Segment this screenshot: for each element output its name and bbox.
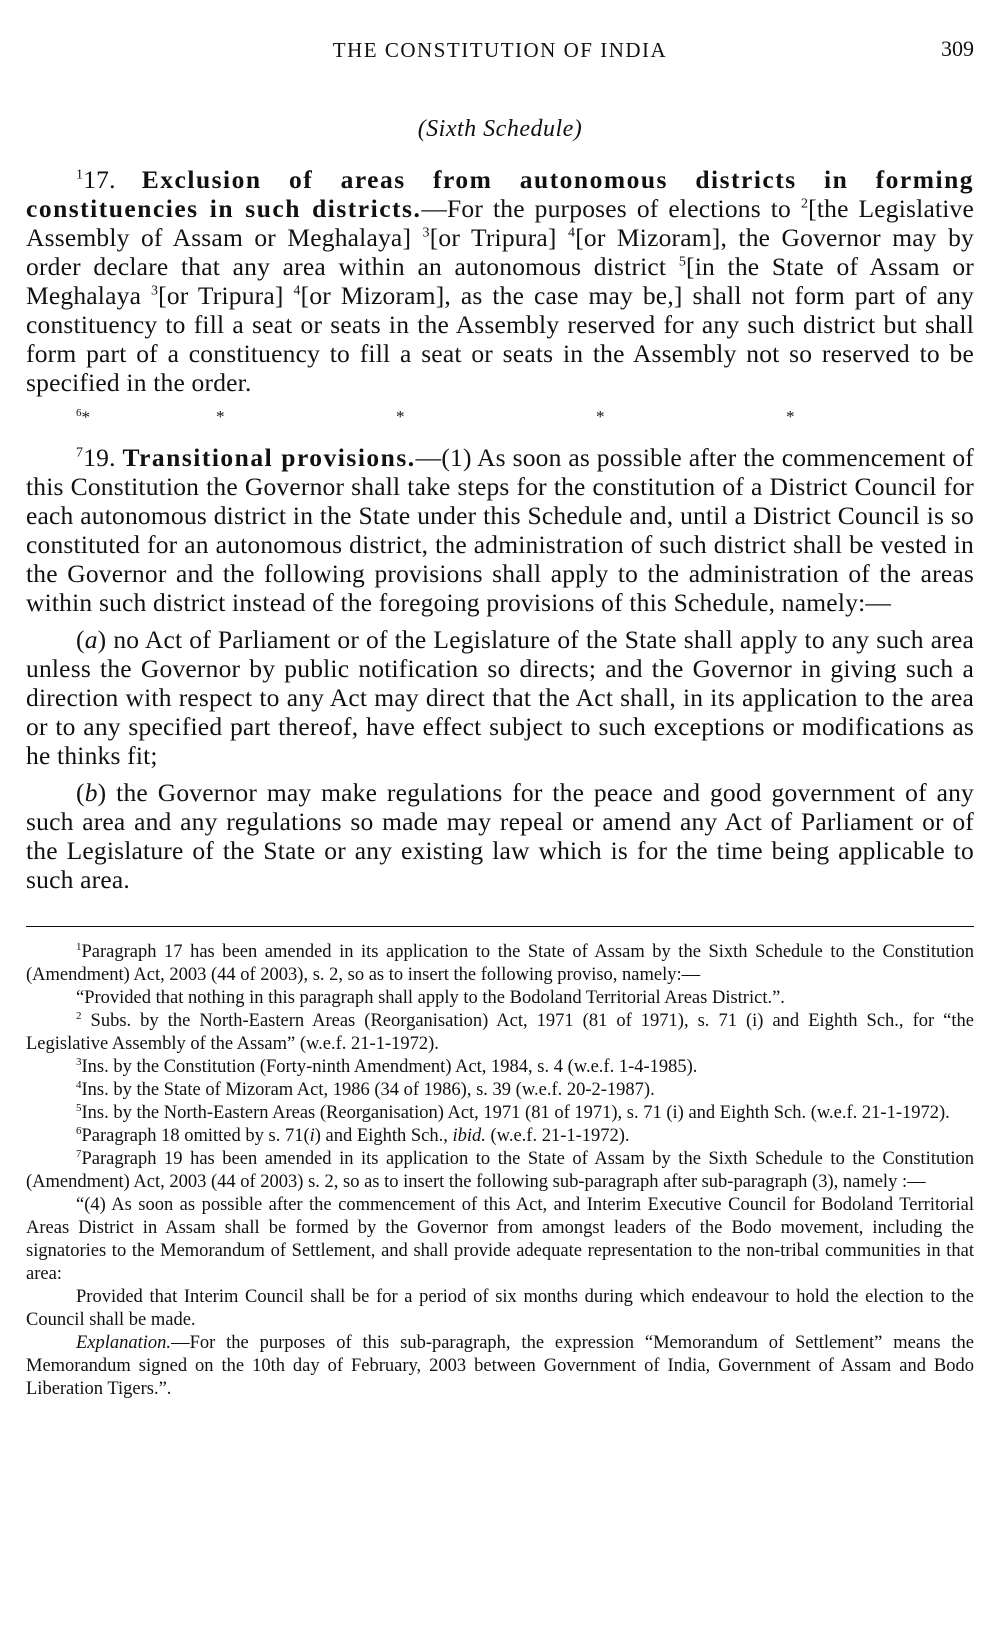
footnote-5: [26, 1102, 974, 1125]
page-number: 309: [941, 36, 974, 61]
footnote-7: [26, 1148, 974, 1194]
footnote-3: [26, 1056, 974, 1079]
footnote-marker: 2: [800, 196, 809, 212]
footnote-text: Paragraph 19 has been amended in its application to the State of Assam by the Sixth Schedule to the Constitution (Amendment) Act, 2003 (44 of 2003) s. 2, so as to insert the following sub-paragraph after sub-paragraph (3), namely :—: [26, 1149, 974, 1192]
footnote-6: [26, 1125, 974, 1148]
footnote-text: Paragraph 17 has been amended in its application to the State of Assam by the Sixth Schedule to the Constitution (Amendment) Act, 2003 (44 of 2003), s. 2, so as to insert the following proviso, namely:—: [26, 942, 974, 985]
footnote-marker: 6: [76, 1124, 82, 1137]
clause-text: the Governor may make regulations for the peace and good government of any such area and any regulations so made may repeal or amend any Act of Parliament or of the Legislature of the State or any existing law which is for the time being applicable to such area.: [26, 778, 974, 894]
footnote-7-explanation: [26, 1332, 974, 1401]
paragraph-text: [or Mizoram], the Governor may by order declare that any area within an autonomous district: [26, 223, 974, 281]
footnote-marker: 6: [76, 407, 82, 419]
subclause-a: (a) no Act of Parliament or of the Legislature of the State shall apply to any such area unless the Governor by public notification so directs; and the Governor in giving such a direction with respect to any Act may direct that the Act shall, in its application to the area or to any specified part thereof, have effect subject to such exceptions or modifications as he thinks fit;: [26, 625, 974, 770]
footnote-marker: 4: [293, 283, 301, 299]
paragraph-heading: Exclusion of areas from autonomous districts in forming constituencies in such districts.: [26, 165, 975, 223]
paragraph-17: [26, 165, 974, 397]
star: *: [81, 407, 90, 427]
footnote-4: [26, 1079, 974, 1102]
clause-label: b: [84, 778, 98, 807]
footnote-text: ibid.: [452, 1126, 486, 1146]
schedule-label: (Sixth Schedule): [417, 116, 583, 142]
footnote-text: Ins. by the North-Eastern Areas (Reorganisation) Act, 1971 (81 of 1971), s. 71 (i) and Eighth Sch. (w.e.f. 21-1-1972).: [81, 1103, 950, 1123]
paragraph-text: —For the purposes of elections to: [421, 194, 801, 223]
paragraph-text: [in the State of Assam or Meghalaya: [26, 252, 974, 310]
paragraph-text: [or Mizoram], as the case may be,] shall not form part of any constituency to fill a seat or seats in the Assembly reserved for any such district but shall form part of a constituency to fill a seat or seats in the Assembly not so reserved to be specified in the order.: [26, 281, 974, 397]
paragraph-number: 19.: [83, 443, 116, 472]
footnote-marker: 1: [76, 167, 84, 183]
page: [26, 0, 974, 1401]
footnote-marker: 2: [76, 1009, 82, 1022]
running-header: [26, 38, 974, 90]
footnote-marker: 4: [76, 1078, 82, 1091]
footnote-marker: 3: [150, 283, 159, 299]
footnote-text: Ins. by the Constitution (Forty-ninth Amendment) Act, 1984, s. 4 (w.e.f. 1-4-1985).: [81, 1057, 698, 1077]
clause-text: no Act of Parliament or of the Legislature of the State shall apply to any such area unless the Governor by public notification so directs; and the Governor in giving such a direction with respect to any Act may direct that the Act shall, in its application to the area or to any specified part thereof, have effect subject to such exceptions or modifications as he thinks fit;: [26, 625, 974, 770]
footnote-text: i: [309, 1126, 315, 1146]
paragraph-text: [or Tripura]: [429, 223, 568, 252]
footnote-text: Ins. by the State of Mizoram Act, 1986 (34 of 1986), s. 39 (w.e.f. 20-2-1987).: [81, 1080, 655, 1100]
footnote-1: [26, 941, 974, 987]
omission-star: *: [396, 407, 405, 426]
footnote-marker: 7: [76, 445, 84, 461]
clause-label: a: [84, 625, 98, 654]
footnote-marker: 3: [76, 1055, 82, 1068]
running-title: THE CONSTITUTION OF INDIA: [332, 38, 668, 62]
footnote-text: Subs. by the North-Eastern Areas (Reorganisation) Act, 1971 (81 of 1971), s. 71 (i) and Eighth Sch., for “the Legislative Assembly of the Assam” (w.e.f. 21-1-1972).: [26, 1011, 974, 1054]
footnote-marker: 1: [76, 940, 82, 953]
paragraph-number: 17.: [83, 165, 116, 194]
omission-stars: [26, 407, 974, 427]
footnote-marker: 5: [678, 254, 687, 270]
footnote-marker: 7: [76, 1147, 82, 1160]
footnote-marker: 5: [76, 1101, 82, 1114]
explanation-label: Explanation.: [76, 1333, 172, 1353]
footnote-text: ) and Eighth Sch.,: [314, 1126, 453, 1146]
footnote-marker: 3: [422, 225, 430, 241]
paragraph-text: [the Legislative Assembly of Assam or Meghalaya]: [26, 194, 975, 252]
paragraph-19: [26, 443, 974, 617]
footnote-text: Paragraph 18 omitted by s. 71(: [81, 1126, 310, 1146]
footnote-2: [26, 1010, 974, 1056]
paragraph-text: [or Tripura]: [158, 281, 294, 310]
footnote-7-proviso: Provided that Interim Council shall be for a period of six months during which endeavour to hold the election to the Council shall be made.: [26, 1287, 974, 1330]
omission-star: *: [596, 407, 605, 426]
subclause-b: (b) the Governor may make regulations for the peace and good government of any such area and any regulations so made may repeal or amend any Act of Parliament or of the Legislature of the State or any existing law which is for the time being applicable to such area.: [26, 778, 974, 894]
footnote-1-quote: “Provided that nothing in this paragraph shall apply to the Bodoland Territorial Areas District.”.: [76, 988, 785, 1008]
footnote-divider: [26, 926, 974, 927]
footnote-marker: 4: [568, 225, 576, 241]
footnote-text: (w.e.f. 21-1-1972).: [485, 1126, 630, 1146]
omission-star: *: [786, 407, 795, 426]
footnote-7-quote: “(4) As soon as possible after the commencement of this Act, and Interim Executive Council for Bodoland Territorial Areas District in Assam shall be formed by the Governor from amongst leaders of the Bodo movement, including the signatories to the Memorandum of Settlement, and shall provide adequate representation to the non-tribal communities in that area:: [26, 1195, 974, 1284]
paragraph-text: —(1) As soon as possible after the commencement of this Constitution the Governor shall take steps for the constitution of a District Council for each autonomous district in the State under this Schedule and, until a District Council is so constituted for an autonomous district, the administration of such district shall be vested in the Governor and the following provisions shall apply to the administration of the areas within such district instead of the foregoing provisions of this Schedule, namely:—: [26, 443, 974, 617]
footnotes: [26, 941, 974, 1401]
omission-star: *: [216, 407, 225, 426]
footnote-text: —For the purposes of this sub-paragraph, the expression “Memorandum of Settlement” means the Memorandum signed on the 10th day of February, 2003 between Government of India, Government of Assam and Bodo Liberation Tigers.”.: [26, 1333, 974, 1399]
omission-star: [76, 407, 90, 428]
paragraph-heading: Transitional provisions.: [122, 443, 416, 472]
